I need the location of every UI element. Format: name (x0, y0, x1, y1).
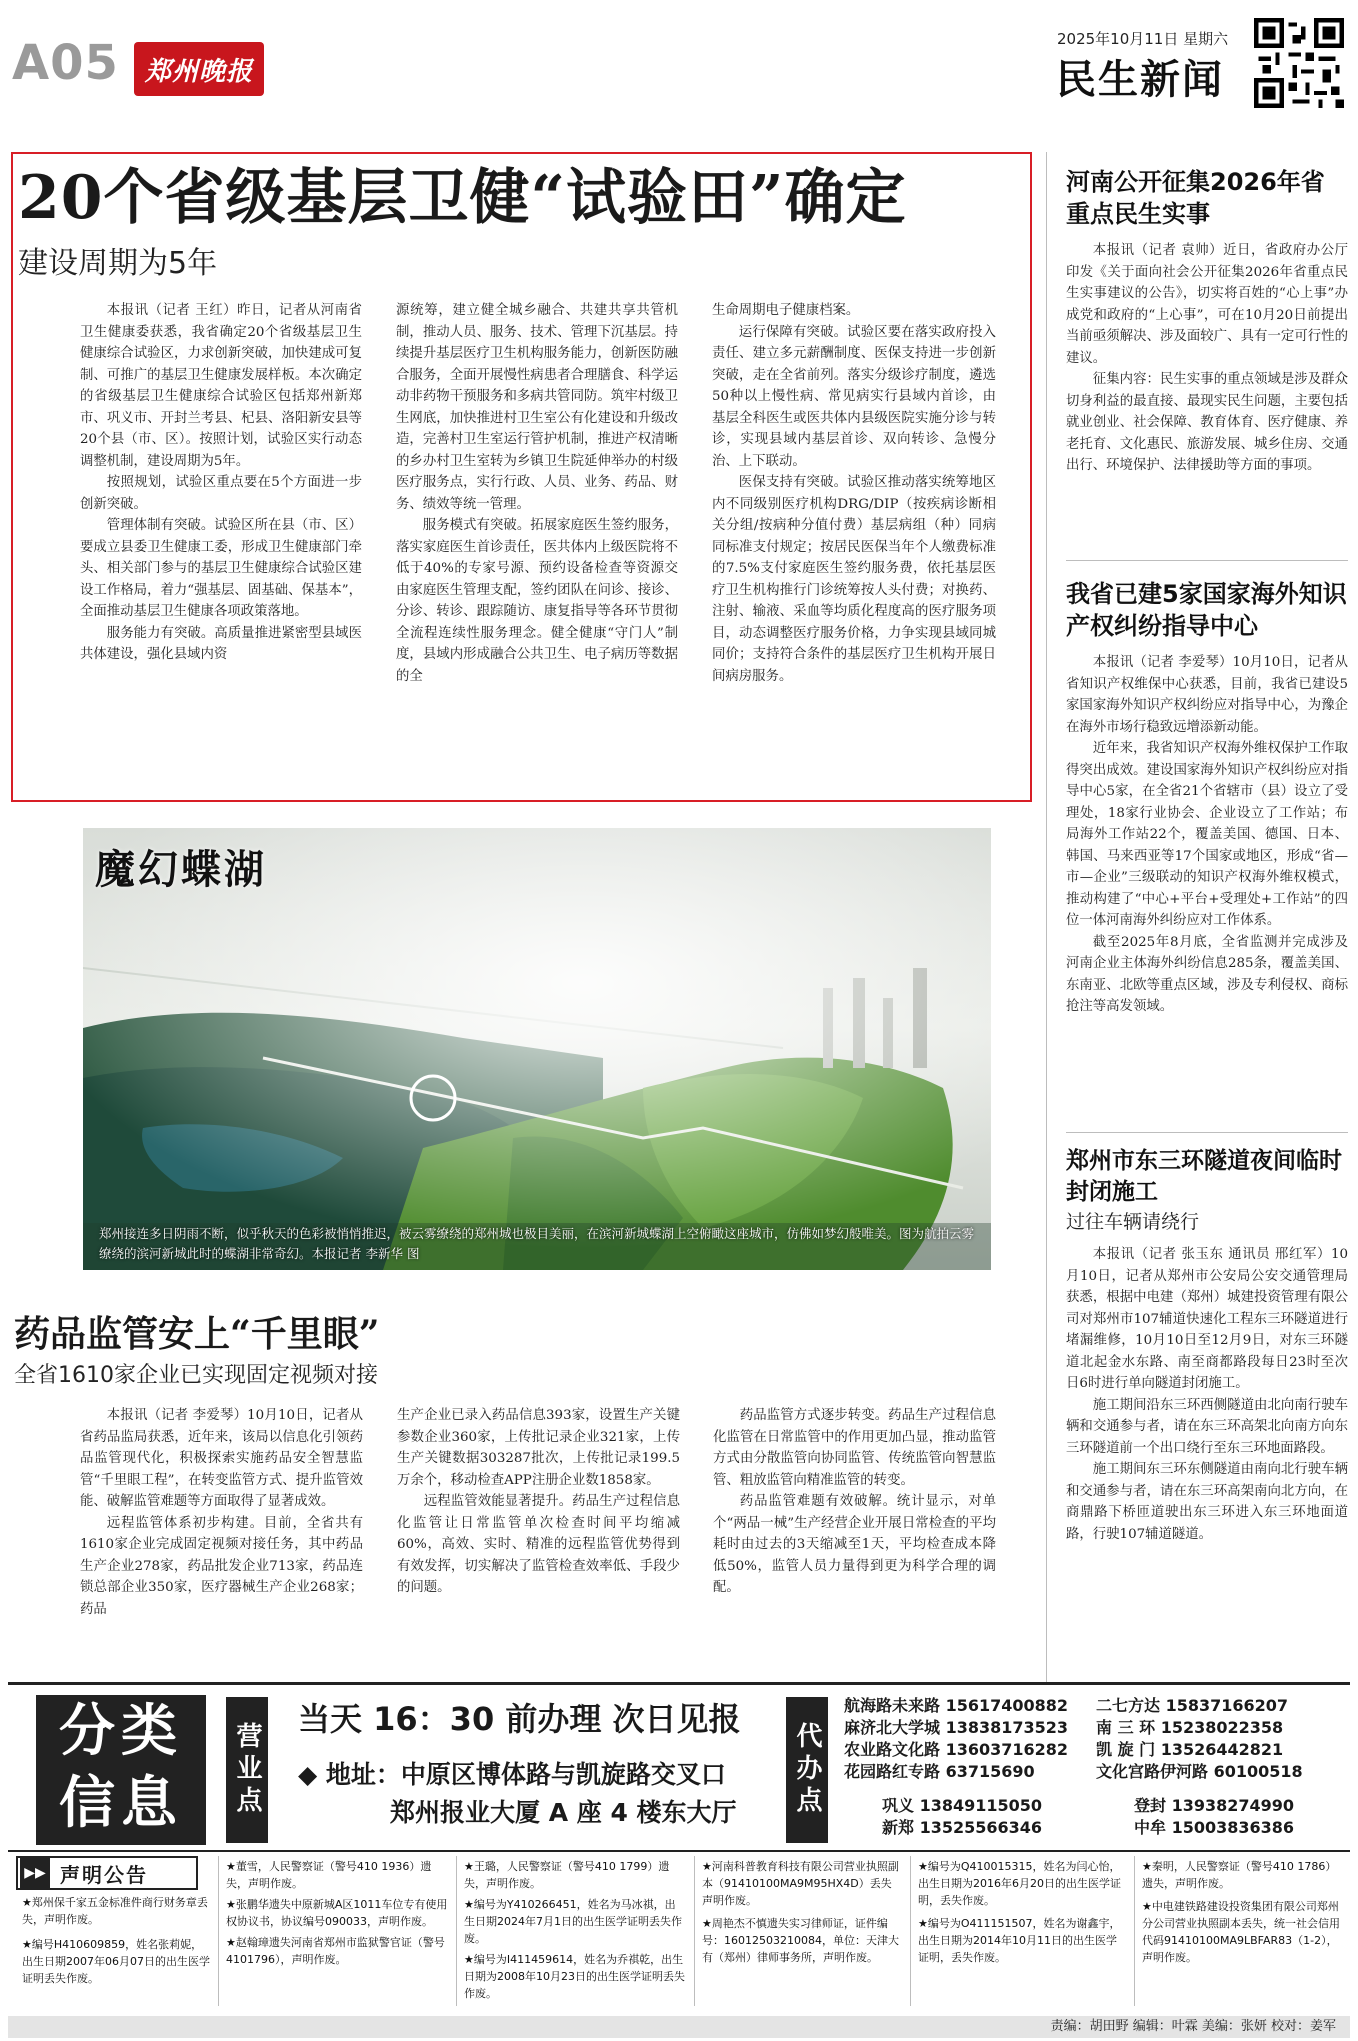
agent-entry: 巩义 13849115050 (882, 1796, 1043, 1815)
paragraph: 管理体制有突破。试验区所在县（市、区）要成立县委卫生健康工委，形成卫生健康部门牵头、相关部门参与的基层卫生健康综合试验区建设工作格局，着力“强基层、固基础、保基本”，全面推动基层卫生健康各项政策落地。 (80, 518, 362, 619)
agent-entry: 航海路未来路 15617400882 (844, 1696, 1069, 1715)
paragraph: 本报讯（记者 袁帅）近日，省政府办公厅印发《关于面向社会公开征集2026年省重点民生实事建议的公告》，切实将百姓的“心上事”办成党和政府的“上心事”，可在10月20日前提出当前亟须解决、涉及面较广、具有一定可行性的建议。 (1066, 243, 1348, 366)
story-subtitle: 过往车辆请绕行 (1066, 1211, 1200, 1233)
classified-banner (8, 1682, 1350, 1852)
agent-entry: 麻济北大学城 13838173523 (844, 1718, 1069, 1737)
notice-item: ★董雪，人民警察证（警号410 1936）遗失，声明作废。 (226, 1860, 432, 1890)
notice-area (8, 1852, 1350, 2012)
lead-column-3 (712, 300, 996, 687)
aerial-photo (83, 828, 991, 1270)
lead-subtitle: 建设周期为5年 (18, 246, 218, 281)
paragraph: 医保支持有突破。试验区推动落实统筹地区内不同级别医疗机构DRG/DIP（按疾病诊断相关分组/按病种分值付费）基层病组（种）同病同标准支付规定；按居民医保当年个人缴费标准的7.5%支付家庭医生签约服务费，依托基层医疗卫生机构推行门诊统筹按人头付费；对换药、注射、输液、采血等均质化程度高的医疗服务项目，动态调整医疗服务价格，力争实现县域同城同价；支持符合条件的基层医疗卫生机构开展日间病房服务。 (712, 475, 996, 684)
paragraph: 药品监管方式逐步转变。药品生产过程信息化监管在日常监管中的作用更加凸显，推动监管方式由分散监管向协同监管、传统监管向智慧监管、粗放监管向精准监管的转变。 (713, 1408, 996, 1488)
business-point-tag: 营业点 (226, 1697, 268, 1843)
story-headline: 河南公开征集2026年省重点民生实事 (1066, 168, 1325, 228)
notice-column (1142, 1858, 1346, 1966)
classified-label-bottom: 信息 (59, 1771, 183, 1836)
brand-name: 郑州晚报 (144, 56, 253, 87)
paragraph: 本报讯（记者 张玉东 通讯员 邢红军）10月10日，记者从郑州市公安局公安交通管理局获悉，根据中电建（郑州）城建投资管理有限公司对郑州市107辅道快速化工程东三环隧道进行堵漏维修，10月10日至12月9日，对东三环隧道北起金水东路、南至商都路段每日23时至次日6时进行单向隧道封闭施工。 (1066, 1247, 1348, 1391)
notice-column (702, 1858, 902, 1966)
notice-divider (218, 1856, 219, 2006)
brand-logo (134, 42, 264, 96)
notice-divider (694, 1856, 695, 2006)
lead-column-2 (396, 300, 678, 687)
story-headline: 郑州市东三环隧道夜间临时封闭施工 (1066, 1148, 1342, 1205)
drug-headline: 药品监管安上“千里眼” (14, 1313, 380, 1355)
ad-address-line2: 郑州报业大厦 A 座 4 楼东大厅 (390, 1798, 737, 1827)
drug-subtitle: 全省1610家企业已实现固定视频对接 (14, 1363, 378, 1388)
drug-column-2 (397, 1405, 680, 1599)
agent-entry: 南 三 环 15238022358 (1096, 1718, 1284, 1737)
paragraph: 远程监管效能显著提升。药品生产过程信息化监管让日常监管单次检查时间平均缩减60%，高效、实时、精准的远程监管优势得到有效发挥，切实解决了监管检查效率低、手段少的问题。 (397, 1494, 680, 1595)
paragraph: 运行保障有突破。试验区要在落实政府投入责任、建立多元薪酬制度、医保支持进一步创新突破，走在全省前列。落实分级诊疗制度，遴选50种以上慢性病、常见病实行县域内首诊，由基层全科医生或医共体内县级医院实施分诊与转诊，实现县域内基层首诊、双向转诊、急慢分治、上下联动。 (712, 324, 996, 469)
notice-label-text: 声明公告 (60, 1862, 148, 1887)
notice-item: ★编号H410609859，姓名张莉妮，出生日期2007年06月07日的出生医学证明丢失作废。 (22, 1938, 210, 1985)
agent-point-tag: 代办点 (786, 1697, 828, 1843)
ad-address-line1: ◆ 地址：中原区博体路与凯旋路交叉口 (298, 1760, 726, 1789)
story-divider (1066, 560, 1348, 561)
paragraph: 截至2025年8月底，全省监测并完成涉及河南企业主体海外纠纷信息285条，覆盖美国、东南亚、北欧等重点区域，涉及专利侵权、商标抢注等高发领域。 (1066, 934, 1348, 1014)
agent-entry: 凯 旋 门 13526442821 (1096, 1740, 1284, 1759)
photo-caption: 郑州接连多日阴雨不断，似乎秋天的色彩被悄悄推迟，被云雾缭绕的郑州城也极目美丽，在滨河新城蝶湖上空俯瞰这座城市，仿佛如梦幻般唯美。图为航拍云雾缭绕的滨河新城此时的蝶湖非常奇幻。本报记者 李新华 图 (99, 1226, 975, 1261)
section-title: 民生新闻 (1056, 57, 1224, 103)
page-number: A05 (12, 35, 119, 91)
editor-credits: 责编：胡田野 编辑：叶霖 美编：张妍 校对：姜军 (8, 2016, 1350, 2038)
paragraph: 药品监管难题有效破解。统计显示，对单个“两品一械”生产经营企业开展日常检查的平均耗时由过去的3天缩减至1天，平均检查成本降低50%，监管人员力量得到更为科学合理的调配。 (713, 1494, 996, 1595)
play-icon: ▶▶ (20, 1858, 50, 1888)
notice-item: ★河南科普教育科技有限公司营业执照副本（91410100MA9M95HX4D）丢失声明作废。 (702, 1860, 899, 1907)
qr-code-icon (1254, 18, 1344, 108)
paragraph: 近年来，我省知识产权海外维权保护工作取得突出成效。建设国家海外知识产权纠纷应对指导中心5家，在全省21个省辖市（县）设立了受理处，18家行业协会、企业设立了工作站；布局海外工作站22个，覆盖美国、德国、日本、韩国、马来西亚等17个国家或地区，形成“省—市—企业”三级联动的知识产权海外维权模式，推动构建了“中心+平台+受理处+工作站”的四位一体河南海外纠纷应对工作体系。 (1066, 741, 1348, 928)
notice-column (464, 1858, 686, 2002)
notice-item: ★编号为O411151507，姓名为谢鑫宇，出生日期为2014年10月11日的出生医学证明，丢失作废。 (918, 1917, 1121, 1964)
agent-entry: 二七方达 15837166207 (1096, 1696, 1289, 1715)
lead-headline: 20个省级基层卫健“试验田”确定 (18, 163, 907, 233)
notice-item: ★王璐，人民警察证（警号410 1799）遗失，声明作废。 (464, 1860, 670, 1890)
story-divider (1066, 1132, 1348, 1133)
right-story-2 (1066, 578, 1348, 1018)
paragraph: 生产企业已录入药品信息393家，设置生产关键参数企业360家，上传批记录企业321家，上传生产关键数据303287批次，上传批记录199.5万余个，移动检查APP注册企业数1858家。 (397, 1408, 680, 1488)
column-divider (1046, 152, 1047, 1682)
notice-item: ★周艳杰不慎遗失实习律师证，证件编号：16012503210084，单位：天津大有（郑州）律师事务所，声明作废。 (702, 1917, 899, 1964)
notice-column (22, 1894, 210, 1987)
right-story-1 (1066, 166, 1348, 477)
paragraph: 征集内容：民生实事的重点领域是涉及群众切身利益的最直接、最现实民生问题，主要包括就业创业、社会保障、教育体育、医疗健康、养老托育、文化惠民、旅游发展、城乡住房、交通出行、环境保护、法律援助等方面的事项。 (1066, 372, 1348, 473)
paragraph: 施工期间东三环东侧隧道由南向北行驶车辆和交通参与者，请在东三环高架南向北方向，在商鼎路下桥匝道驶出东三环进入东三环地面道路，行驶107辅道隧道。 (1066, 1462, 1348, 1542)
notice-item: ★编号为Q410015315，姓名为闫心怡，出生日期为2016年6月20日的出生医学证明，丢失作废。 (918, 1860, 1121, 1907)
paragraph: 远程监管体系初步构建。目前，全省共有1610家企业完成固定视频对接任务，其中药品生产企业278家，药品批发企业713家，药品连锁总部企业350家，医疗器械生产企业268家；药品 (80, 1515, 363, 1617)
agent-entry: 新郑 13525566346 (882, 1818, 1043, 1837)
lead-column-1 (80, 300, 362, 666)
notice-divider (456, 1856, 457, 2006)
notice-item: ★郑州保千家五金标准件商行财务章丢失，声明作废。 (22, 1896, 208, 1926)
paragraph: 服务能力有突破。高质量推进紧密型县域医共体建设，强化县域内资 (80, 625, 362, 662)
notice-item: ★张鹏华遗失中原新城A区1011车位专有使用权协议书，协议编号090033，声明作废。 (226, 1898, 448, 1928)
paragraph: 本报讯（记者 李爱琴）10月10日，记者从省知识产权维保中心获悉，目前，我省已建设5家国家海外知识产权纠纷应对指导中心，为豫企在海外市场行稳致远增添新动能。 (1066, 655, 1348, 735)
notice-item: ★秦明，人民警察证（警号410 1786）遗失，声明作废。 (1142, 1860, 1337, 1890)
paragraph: 本报讯（记者 李爱琴）10月10日，记者从省药品监局获悉，近年来，该局以信息化引领药品监管现代化，积极探索实施药品安全智慧监管“千里眼工程”，在转变监管方式、提升监管效能、破解监管难题等方面取得了显著成效。 (80, 1408, 363, 1509)
agent-entry: 中牟 15003836386 (1134, 1818, 1295, 1837)
paragraph: 本报讯（记者 王红）昨日，记者从河南省卫生健康委获悉，我省确定20个省级基层卫生健康综合试验区，力求创新突破，加快建成可复制、可推广的基层卫生健康发展样板。本次确定的省级基层卫生健康综合试验区包括郑州新郑市、巩义市、开封兰考县、杞县、洛阳新安县等20个县（市、区）。按照计划，试验区实行动态调整机制，建设周期为5年。 (80, 303, 362, 469)
paragraph: 施工期间沿东三环西侧隧道由北向南行驶车辆和交通参与者，请在东三环高架北向南方向东三环隧道前一个出口绕行至东三环地面路段。 (1066, 1397, 1348, 1456)
notice-item: ★编号为Y410266451，姓名为马冰祺，出生日期2024年7月1日的出生医学证明丢失作废。 (464, 1898, 682, 1945)
agent-entry: 花园路红专路 63715690 (844, 1762, 1035, 1781)
notice-item: ★中电建铁路建设投资集团有限公司郑州分公司营业执照副本丢失，统一社会信用代码91410100MA9LBFAR83（1-2），声明作废。 (1142, 1900, 1340, 1964)
notice-column (918, 1858, 1126, 1966)
story-headline: 我省已建5家国家海外知识产权纠纷指导中心 (1066, 580, 1347, 640)
photo-title: 魔幻蝶湖 (95, 846, 267, 893)
notice-divider (910, 1856, 911, 2006)
agent-list (844, 1695, 1344, 1839)
notice-divider (1134, 1856, 1135, 2006)
paragraph: 按照规划，试验区重点要在5个方面进一步创新突破。 (80, 475, 362, 512)
classified-label (36, 1695, 206, 1845)
agent-entry: 文化宫路伊河路 60100518 (1096, 1762, 1303, 1781)
notice-column (226, 1858, 448, 1968)
agent-entry: 农业路文化路 13603716282 (844, 1740, 1069, 1759)
paragraph: 源统筹，建立健全城乡融合、共建共享共管机制，推动人员、服务、技术、管理下沉基层。持续提升基层医疗卫生机构服务能力，创新医防融合服务，全面开展慢性病患者合理膳食、科学运动非药物干预服务和多病共管同防。筑牢村级卫生网底，加快推进村卫生室公有化建设和升级改造，完善村卫生室运行管护机制，推进产权清晰的乡办村卫生室转为乡镇卫生院延伸举办的村级医疗服务点，实行行政、人员、业务、药品、财务、绩效等统一管理。 (396, 303, 678, 512)
notice-item: ★编号为I411459614，姓名为乔祺乾，出生日期为2008年10月23日的出生医学证明丢失作废。 (464, 1953, 685, 2000)
drug-column-3 (713, 1405, 996, 1599)
right-story-3 (1066, 1146, 1348, 1545)
issue-date: 2025年10月11日 星期六 (1057, 30, 1229, 48)
paragraph: 生命周期电子健康档案。 (712, 303, 860, 318)
ad-slogan: 当天 16：30 前办理 次日见报 (298, 1700, 741, 1738)
notice-item: ★赵翰璋遗失河南省郑州市监狱警官证（警号4101796），声明作废。 (226, 1936, 445, 1966)
agent-entry: 登封 13938274990 (1134, 1796, 1295, 1815)
classified-label-top: 分类 (59, 1699, 183, 1764)
drug-column-1 (80, 1405, 363, 1620)
paragraph: 服务模式有突破。拓展家庭医生签约服务，落实家庭医生首诊责任，医共体内上级医院将不低于40%的专家号源、预约设备检查等资源交由家庭医生管理支配，签约团队在问诊、接诊、分诊、转诊、跟踪随访、康复指导等各环节贯彻全流程连续性服务理念。健全健康“守门人”制度，县域内形成融合公共卫生、电子病历等数据的全 (396, 518, 678, 684)
